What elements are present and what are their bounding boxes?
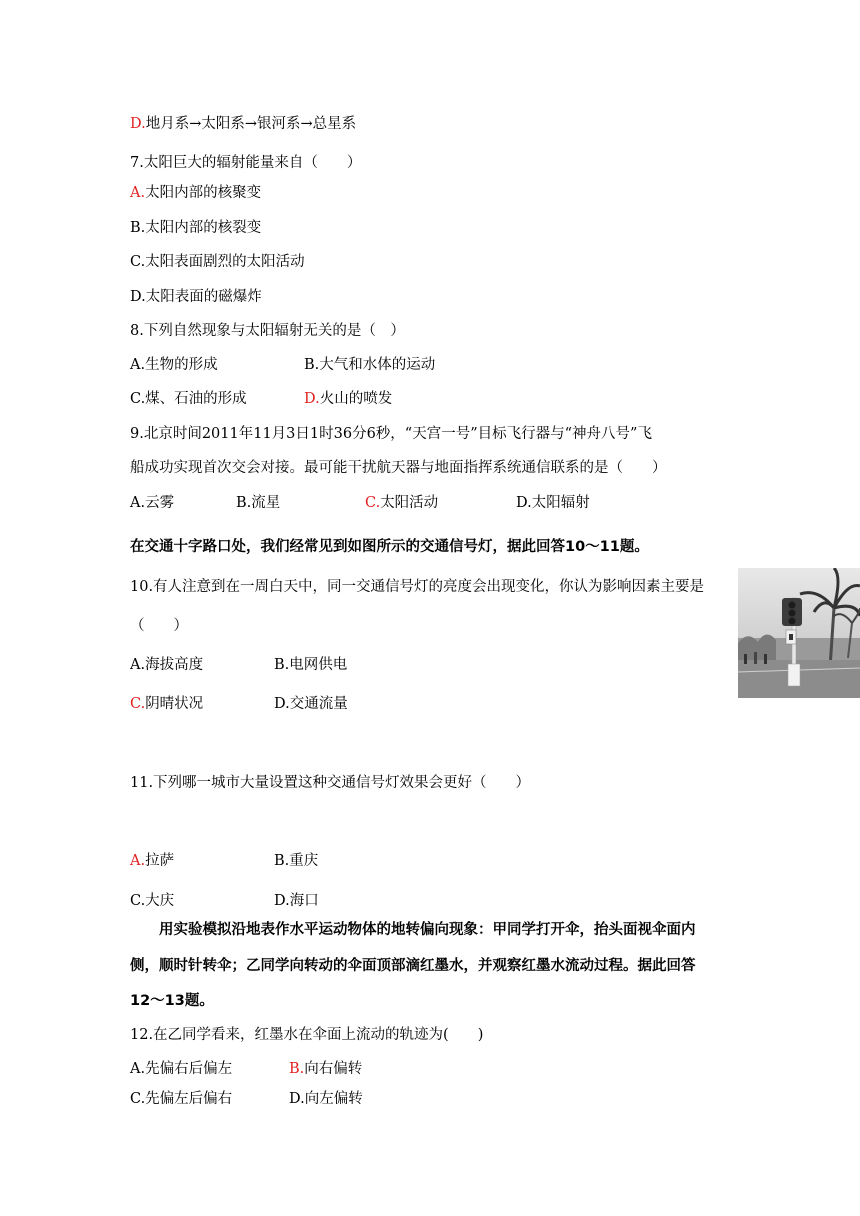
intro-12-13-line3: 12～13题。 [130, 993, 214, 1009]
q12-option-c: C.先偏左后偏右 [130, 1091, 233, 1107]
q9-option-d: D.太阳辐射 [516, 495, 590, 511]
q8-option-c: C.煤、石油的形成 [130, 391, 247, 407]
q8-option-d [304, 389, 392, 409]
option-text: 太阳内部的核聚变 [145, 185, 262, 201]
q7-stem: 7.太阳巨大的辐射能量来自（ ） [130, 155, 362, 171]
q6-option-d [130, 114, 356, 134]
answer-letter: C. [365, 495, 381, 511]
answer-letter: D. [130, 116, 146, 132]
q7-option-c: C.太阳表面剧烈的太阳活动 [130, 254, 305, 270]
q10-option-d: D.交通流量 [274, 696, 348, 712]
option-text: 太阳活动 [380, 495, 439, 511]
q8-option-b: B.大气和水体的运动 [304, 357, 436, 373]
q7-option-d: D.太阳表面的磁爆炸 [130, 289, 262, 305]
q11-option-a [130, 851, 174, 871]
q7-option-b: B.太阳内部的核裂变 [130, 220, 262, 236]
q12-option-b [289, 1059, 362, 1079]
q11-stem: 11.下列哪一城市大量设置这种交通信号灯效果会更好（ ） [130, 775, 531, 791]
q7-option-a [130, 183, 261, 203]
q10-stem-line2: （ ） [130, 618, 188, 634]
traffic-light-photo [738, 568, 860, 698]
q12-stem: 12.在乙同学看来，红墨水在伞面上流动的轨迹为( ) [130, 1027, 484, 1043]
q10-stem-line1: 10.有人注意到在一周白天中，同一交通信号灯的亮度会出现变化，你认为影响因素主要是 [130, 579, 705, 595]
q9-stem-line1: 9.北京时间2011年11月3日1时36分6秒，“天宫一号”目标飞行器与“神舟八号”飞 [130, 426, 652, 442]
q11-option-c: C.大庆 [130, 893, 175, 909]
q10-option-c [130, 694, 203, 714]
q10-option-b: B.电网供电 [274, 657, 348, 673]
q8-stem: 8.下列自然现象与太阳辐射无关的是（ ） [130, 323, 405, 339]
intro-10-11: 在交通十字路口处，我们经常见到如图所示的交通信号灯，据此回答10～11题。 [130, 539, 649, 555]
option-text: 向右偏转 [304, 1061, 363, 1077]
traffic-light-illustration [738, 568, 860, 698]
option-text: 火山的喷发 [319, 391, 393, 407]
q9-option-b: B.流星 [236, 495, 281, 511]
answer-letter: A. [130, 185, 146, 201]
answer-letter: D. [304, 391, 320, 407]
option-text: 阴晴状况 [145, 696, 204, 712]
q10-option-a: A.海拔高度 [130, 657, 204, 673]
q9-option-c [365, 493, 438, 513]
q11-option-b: B.重庆 [274, 853, 319, 869]
option-text: 拉萨 [145, 853, 175, 869]
answer-letter: B. [289, 1061, 305, 1077]
intro-12-13-line1: 用实验模拟沿地表作水平运动物体的地转偏向现象：甲同学打开伞，抬头面视伞面内 [159, 922, 696, 938]
q8-option-a: A.生物的形成 [130, 357, 218, 373]
answer-letter: C. [130, 696, 146, 712]
option-text: 地月系→太阳系→银河系→总星系 [145, 116, 357, 132]
q9-stem-line2: 船成功实现首次交会对接。最可能干扰航天器与地面指挥系统通信联系的是（ ） [130, 460, 667, 476]
answer-letter: A. [130, 853, 146, 869]
q12-option-a: A.先偏右后偏左 [130, 1061, 233, 1077]
q12-option-d: D.向左偏转 [289, 1091, 363, 1107]
intro-12-13-line2: 侧，顺时针转伞；乙同学向转动的伞面顶部滴红墨水，并观察红墨水流动过程。据此回答 [130, 958, 696, 974]
q11-option-d: D.海口 [274, 893, 319, 909]
q9-option-a: A.云雾 [130, 495, 175, 511]
